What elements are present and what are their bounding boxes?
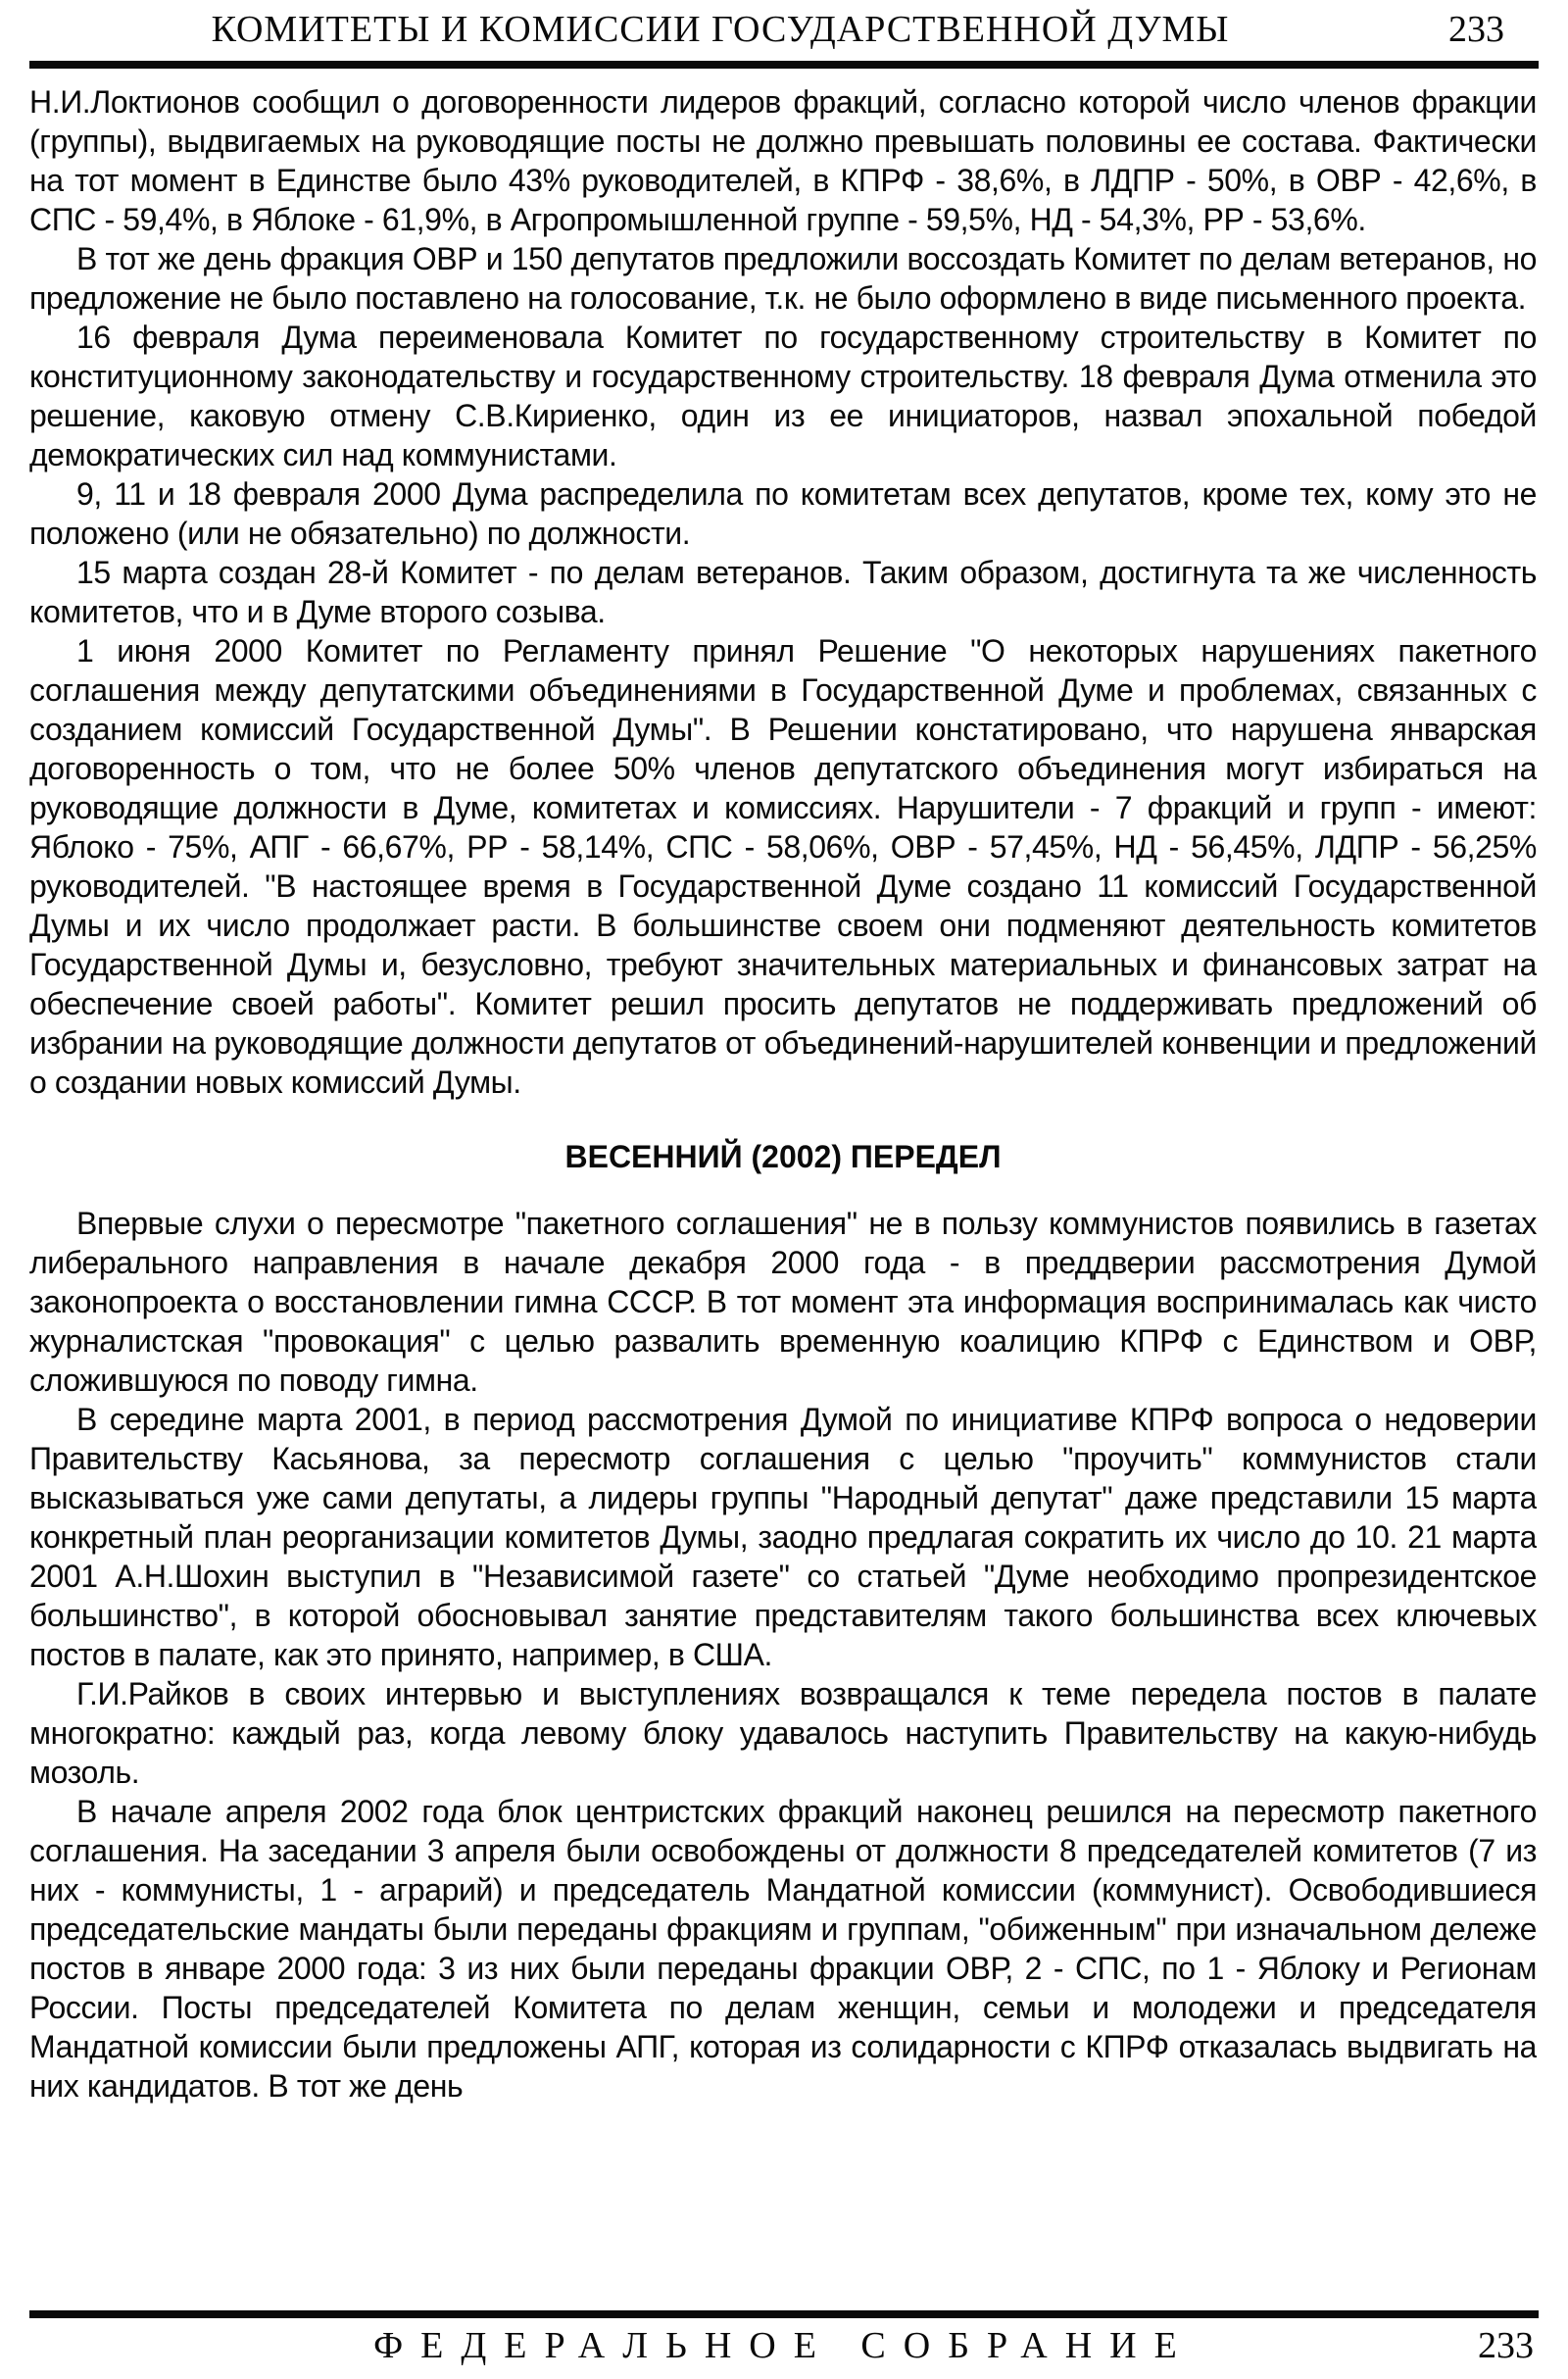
paragraph: 16 февраля Дума переименовала Комитет по государственному строительству в Комитет по конституционному законодательству и государственному строительству. 18 февраля Дума отменила это решение, каковую отмену С.В.Кириенко, один из ее инициаторов, назвал эпохальной победой демократических сил над коммунистами. [29,320,1537,472]
paragraph: В тот же день фракция ОВР и 150 депутатов предложили воссоздать Комитет по делам ветеранов, но предложение не было поставлено на голосование, т.к. не было оформлено в виде письменного проекта. [29,241,1537,316]
paragraph: Впервые слухи о пересмотре "пакетного соглашения" не в пользу коммунистов появились в газетах либерального направления в начале декабря 2000 года - в преддверии рассмотрения Думой законопроекта о восстановлении гимна СССР. В тот момент эта информация воспринималась как чисто журналистская "провокация" с целью развалить временную коалицию КПРФ с Единством и ОВР, сложившуюся по поводу гимна. [29,1206,1537,1398]
running-title: КОМИТЕТЫ И КОМИССИИ ГОСУДАРСТВЕННОЙ ДУМЫ [211,9,1230,50]
page-header [29,8,1539,57]
paragraph: В начале апреля 2002 года блок центристских фракций наконец решился на пересмотр пакетного соглашения. На заседании 3 апреля были освобождены от должности 8 председателей комитетов (7 из них - коммунисты, 1 - аграрий) и председатель Мандатной комиссии (коммунист). Освободившиеся председательские мандаты были переданы фракциям и группам, "обиженным" при изначальном дележе постов в январе 2000 года: 3 из них были переданы фракции ОВР, 2 - СПС, по 1 - Яблоку и Регионам России. Посты председателей Комитета по делам женщин, семьи и молодежи и председателя Мандатной комиссии были предложены АПГ, которая из солидарности с КПРФ отказалась выдвигать на них кандидатов. В тот же день [29,1794,1537,2104]
page-footer [29,2322,1539,2371]
paragraphs-before-heading [29,82,1537,1102]
paragraphs-after-heading [29,1204,1537,2106]
footer-page-number: 233 [1464,2324,1534,2367]
section-heading: ВЕСЕННИЙ (2002) ПЕРЕДЕЛ [564,1139,1002,1174]
paragraph: Г.И.Райков в своих интервью и выступлениях возвращался к теме передела постов в палате многократно: каждый раз, когда левому блоку удавалось наступить Правительству на какую-нибудь мозоль. [29,1676,1537,1790]
footer-title: ФЕДЕРАЛЬНОЕ СОБРАНИЕ [373,2325,1195,2366]
paragraph: 15 марта создан 28-й Комитет - по делам ветеранов. Таким образом, достигнута та же численность комитетов, что и в Думе второго созыва. [29,555,1537,629]
footer-rule [29,2310,1539,2318]
paragraph: 1 июня 2000 Комитет по Регламенту принял Решение "О некоторых нарушениях пакетного соглашения между депутатскими объединениями в Государственной Думе и проблемах, связанных с созданием комиссий Государственной Думы". В Решении констатировано, что нарушена январская договоренность о том, что не более 50% членов депутатского объединения могут избираться на руководящие должности в Думе, комитетах и комиссиях. Нарушители - 7 фракций и групп - имеют: Яблоко - 75%, АПГ - 66,67%, РР - 58,14%, СПС - 58,06%, ОВР - 57,45%, НД - 56,45%, ЛДПР - 56,25% руководителей. "В настоящее время в Государственной Думе создано 11 комиссий Государственной Думы и их число продолжает расти. В большинстве своем они подменяют деятельность комитетов Государственной Думы и, безусловно, требуют значительных материальных и финансовых затрат на обеспечение своей работы". Комитет решил просить депутатов не поддерживать предложений об избрании на руководящие должности депутатов от объединений-нарушителей конвенции и предложений о создании новых комиссий Думы. [29,633,1537,1100]
paragraph: 9, 11 и 18 февраля 2000 Дума распределила по комитетам всех депутатов, кроме тех, кому это не положено (или не обязательно) по должности. [29,476,1537,551]
page-body [29,82,1537,2301]
paragraph: В середине марта 2001, в период рассмотрения Думой по инициативе КПРФ вопроса о недоверии Правительству Касьянова, за пересмотр соглашения с целью "проучить" коммунистов стали высказываться уже сами депутаты, а лидеры группы "Народный депутат" даже представили 15 марта конкретный план реорганизации комитетов Думы, заодно предлагая сократить их число до 10. 21 марта 2001 А.Н.Шохин выступил в "Независимой газете" со статьей "Думе необходимо пропрезидентское большинство", в которой обосновывал занятие представителям такого большинства всех ключевых постов в палате, как это принято, например, в США. [29,1402,1537,1672]
header-rule [29,61,1539,69]
paragraph: Н.И.Локтионов сообщил о договоренности лидеров фракций, согласно которой число членов фракции (группы), выдвигаемых на руководящие посты не должно превышать половины ее состава. Фактически на тот момент в Единстве было 43% руководителей, в КПРФ - 38,6%, в ЛДПР - 50%, в ОВР - 42,6%, в СПС - 59,4%, в Яблоке - 61,9%, в Агропромышленной группе - 59,5%, НД - 54,3%, РР - 53,6%. [29,84,1537,237]
header-page-number: 233 [1448,9,1504,50]
